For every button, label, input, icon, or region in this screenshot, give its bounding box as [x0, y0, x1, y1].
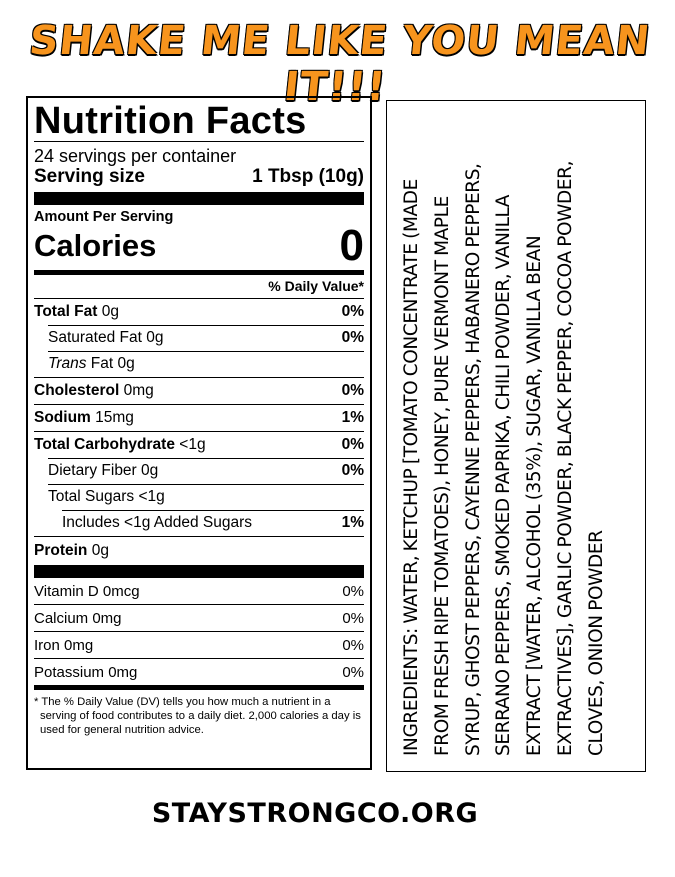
nutrient-amount: 0g	[141, 462, 159, 479]
nutrient-dv: 1%	[341, 514, 364, 531]
nutrient-row-dietary-fiber	[34, 458, 364, 484]
nutrient-row-protein	[34, 536, 364, 565]
nutrient-label: Saturated Fat	[48, 329, 142, 346]
vitamin-row-potassium	[34, 658, 364, 685]
nutrient-amount: 0g	[146, 329, 164, 346]
vitamin-dv: 0%	[342, 609, 364, 627]
vitamin-row-vitamin-d	[34, 578, 364, 604]
calories-label: Calories	[34, 228, 157, 263]
vitamin-label: Vitamin D 0mcg	[34, 582, 140, 600]
nutrient-amount: 15mg	[95, 409, 134, 426]
vitamin-row-calcium	[34, 604, 364, 631]
vitamin-dv: 0%	[342, 582, 364, 600]
website-url: STAYSTRONGCO.ORG	[151, 798, 479, 829]
divider-thick	[34, 565, 364, 578]
nutrient-dv: 0%	[341, 462, 364, 479]
nutrient-label: Cholesterol	[34, 382, 120, 399]
nutrient-row-added-sugars	[34, 510, 364, 536]
nutrient-label: Sodium	[34, 409, 91, 426]
servings-per-container: 24 servings per container	[34, 146, 237, 166]
nutrition-facts-title: Nutrition Facts	[34, 100, 307, 142]
vitamin-row-iron	[34, 631, 364, 658]
nutrient-amount: 0g	[101, 303, 119, 320]
headline: SHAKE ME LIKE YOU MEAN IT!!!	[27, 18, 653, 110]
nutrient-dv: 0%	[341, 329, 364, 346]
amount-per-serving: Amount Per Serving	[34, 209, 174, 225]
calories-row	[34, 221, 364, 270]
nutrient-label-italic: Trans	[48, 355, 87, 372]
nutrient-row-saturated-fat	[34, 325, 364, 351]
nutrient-label: Total Sugars	[48, 488, 135, 505]
vitamin-label: Iron 0mg	[34, 636, 94, 654]
nutrient-label: Total Carbohydrate	[34, 436, 175, 453]
nutrient-label: Fat	[90, 355, 114, 372]
nutrient-amount: <1g	[179, 436, 206, 453]
ingredients-panel	[386, 100, 646, 772]
nutrient-row-sodium	[34, 404, 364, 431]
vitamin-label: Calcium 0mg	[34, 609, 122, 627]
nutrient-row-total-sugars	[34, 484, 364, 510]
serving-size-value: 1 Tbsp (10g)	[252, 166, 364, 187]
calories-value: 0	[339, 221, 364, 270]
nutrient-dv: 0%	[341, 303, 364, 320]
nutrient-label: Total Fat	[34, 303, 98, 320]
divider-thick	[34, 192, 364, 205]
nutrition-facts-panel	[26, 96, 372, 770]
daily-value-header: % Daily Value*	[268, 278, 364, 294]
nutrient-amount: 0mg	[123, 382, 154, 399]
nutrient-label: Protein	[34, 542, 88, 559]
nutrient-dv: 1%	[341, 409, 364, 426]
nutrient-amount: 0g	[91, 542, 109, 559]
nutrient-row-trans-fat	[34, 351, 364, 377]
vitamin-dv: 0%	[342, 636, 364, 654]
nutrient-row-total-carbohydrate	[34, 431, 364, 458]
serving-size-label: Serving size	[34, 166, 145, 187]
ingredients-text: INGREDIENTS: WATER, KETCHUP [TOMATO CONCENTRATE (MADE FROM FRESH RIPE TOMATOES), HONEY, PURE VERMONT MAPLE SYRUP, GHOST PEPPERS, CAYENNE PEPPERS, HABANERO PEPPERS, SERRANO PEPPERS, SMOKED PAPRIKA, CHILI POWDER, VANILLA EXTRACT [WATER, ALCOHOL (35%), SUGAR, VANILLA BEAN EXTRACTIVES], GARLIC POWDER, BLACK PEPPER, COCOA POWDER, CLOVES, ONION POWDER	[401, 160, 607, 756]
vitamin-dv: 0%	[342, 663, 364, 681]
vitamin-label: Potassium 0mg	[34, 663, 138, 681]
nutrient-label: Includes <1g Added Sugars	[62, 514, 253, 531]
nutrient-dv: 0%	[341, 382, 364, 399]
nutrient-dv: 0%	[341, 436, 364, 453]
daily-value-footnote: * The % Daily Value (DV) tells you how much a nutrient in a serving of food contributes to a daily diet. 2,000 calories a day is used for general nutrition advice.	[34, 696, 361, 736]
nutrient-row-cholesterol	[34, 377, 364, 404]
nutrient-label: Dietary Fiber	[48, 462, 137, 479]
nutrient-row-total-fat	[34, 298, 364, 325]
nutrient-amount: <1g	[138, 488, 165, 505]
serving-size-row	[34, 166, 364, 192]
nutrient-amount: 0g	[117, 355, 135, 372]
